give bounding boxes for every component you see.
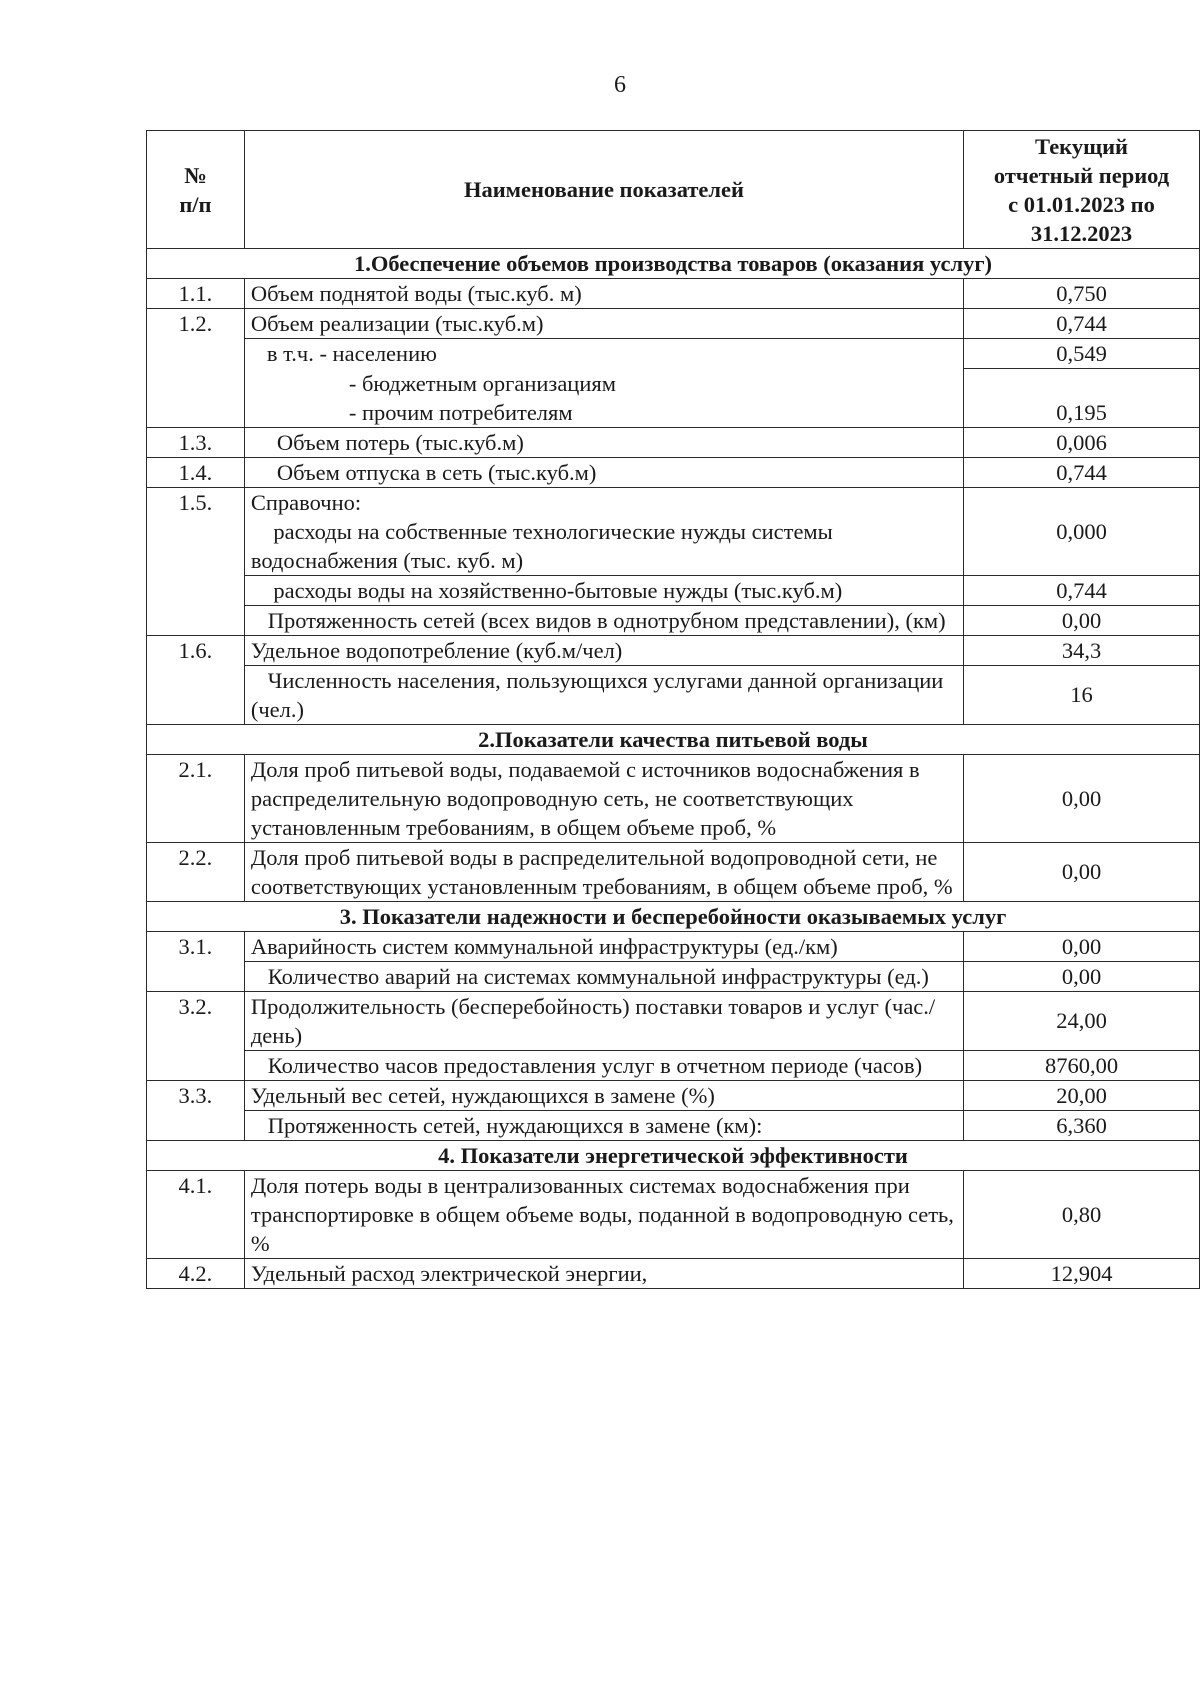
section-title: 1.Обеспечение объемов производства товаров (оказания услуг): [147, 249, 1200, 279]
table-row: [147, 605, 1200, 635]
row-value: 0,00: [964, 931, 1200, 961]
table-row: [147, 961, 1200, 991]
row-value: 0,00: [964, 961, 1200, 991]
row-value: 0,00: [964, 842, 1200, 901]
table-row: [147, 369, 1200, 398]
row-name: - бюджетным организациям: [244, 369, 963, 398]
row-name: Удельный вес сетей, нуждающихся в замене (%): [244, 1080, 963, 1110]
table-row: [147, 842, 1200, 901]
row-value: 0,00: [964, 754, 1200, 842]
row-name: Объем потерь (тыс.куб.м): [244, 427, 963, 457]
row-name: Протяженность сетей (всех видов в однотрубном представлении), (км): [244, 605, 963, 635]
table-row: [147, 1258, 1200, 1288]
row-num: 1.6.: [147, 635, 245, 724]
header-value: Текущий отчетный период с 01.01.2023 по 31.12.2023: [964, 131, 1200, 249]
row-value: 0,750: [964, 279, 1200, 309]
row-name: Протяженность сетей, нуждающихся в замене (км):: [244, 1110, 963, 1140]
row-num: 3.2.: [147, 991, 245, 1080]
row-name: Доля проб питьевой воды в распределительной водопроводной сети, не соответствующих установленным требованиям, в общем объеме проб, %: [244, 842, 963, 901]
table-header-row: [147, 131, 1200, 249]
table-row: [147, 931, 1200, 961]
table-row: [147, 309, 1200, 339]
row-value: [964, 369, 1200, 398]
row-num: 2.2.: [147, 842, 245, 901]
row-value: 20,00: [964, 1080, 1200, 1110]
row-name: - прочим потребителям: [244, 398, 963, 428]
row-value: 16: [964, 665, 1200, 724]
section-title: 3. Показатели надежности и бесперебойности оказываемых услуг: [147, 901, 1200, 931]
row-name: в т.ч. - населению: [244, 339, 963, 369]
table-row: [147, 398, 1200, 428]
row-name: расходы воды на хозяйственно-бытовые нужды (тыс.куб.м): [244, 575, 963, 605]
row-num: 3.1.: [147, 931, 245, 991]
table-row: [147, 1050, 1200, 1080]
row-num: 4.2.: [147, 1258, 245, 1288]
row-num: 1.5.: [147, 487, 245, 635]
table-row: [147, 339, 1200, 369]
table-row: [147, 457, 1200, 487]
row-name: Удельный расход электрической энергии,: [244, 1258, 963, 1288]
row-value: 0,00: [964, 605, 1200, 635]
row-num: 1.3.: [147, 427, 245, 457]
row-name: Количество часов предоставления услуг в отчетном периоде (часов): [244, 1050, 963, 1080]
row-value: 12,904: [964, 1258, 1200, 1288]
row-name: Продолжительность (бесперебойность) поставки товаров и услуг (час./день): [244, 991, 963, 1050]
row-name: Объем поднятой воды (тыс.куб. м): [244, 279, 963, 309]
indicators-table: [146, 130, 1200, 1289]
table-row: [147, 575, 1200, 605]
table-row: [147, 635, 1200, 665]
section-title: 2.Показатели качества питьевой воды: [147, 724, 1200, 754]
row-name: Доля потерь воды в централизованных системах водоснабжения при транспортировке в общем объеме воды, поданной в водопроводную сеть, %: [244, 1170, 963, 1258]
row-num: 2.1.: [147, 754, 245, 842]
row-name: Численность населения, пользующихся услугами данной организации (чел.): [244, 665, 963, 724]
row-value: 0,195: [964, 398, 1200, 428]
table-row: [147, 427, 1200, 457]
header-num: № п/п: [147, 131, 245, 249]
row-name: Объем отпуска в сеть (тыс.куб.м): [244, 457, 963, 487]
row-value: 0,744: [964, 457, 1200, 487]
section-title-row: [147, 249, 1200, 279]
row-value: 0,549: [964, 339, 1200, 369]
row-num: 1.2.: [147, 309, 245, 428]
table-row: [147, 991, 1200, 1050]
table-row: [147, 279, 1200, 309]
section-title-row: [147, 724, 1200, 754]
row-value: 0,80: [964, 1170, 1200, 1258]
row-value: 0,744: [964, 575, 1200, 605]
row-name: Количество аварий на системах коммунальной инфраструктуры (ед.): [244, 961, 963, 991]
row-name: Удельное водопотребление (куб.м/чел): [244, 635, 963, 665]
section-title-row: [147, 901, 1200, 931]
row-num: 1.4.: [147, 457, 245, 487]
table-row: [147, 665, 1200, 724]
row-name: Справочно: расходы на собственные технологические нужды системы водоснабжения (тыс. куб. м): [244, 487, 963, 575]
row-value: 24,00: [964, 991, 1200, 1050]
row-name: Доля проб питьевой воды, подаваемой с источников водоснабжения в распределительную водопроводную сеть, не соответствующих установленным требованиям, в общем объеме проб, %: [244, 754, 963, 842]
row-value: 0,000: [964, 487, 1200, 575]
row-value: 6,360: [964, 1110, 1200, 1140]
row-value: 0,744: [964, 309, 1200, 339]
row-num: 1.1.: [147, 279, 245, 309]
row-value: 34,3: [964, 635, 1200, 665]
table-row: [147, 754, 1200, 842]
table-row: [147, 1170, 1200, 1258]
row-name: Объем реализации (тыс.куб.м): [244, 309, 963, 339]
header-name: Наименование показателей: [244, 131, 963, 249]
table-row: [147, 1080, 1200, 1110]
row-num: 4.1.: [147, 1170, 245, 1258]
row-value: 0,006: [964, 427, 1200, 457]
section-title-row: [147, 1140, 1200, 1170]
table-row: [147, 487, 1200, 575]
section-title: 4. Показатели энергетической эффективности: [147, 1140, 1200, 1170]
row-value: 8760,00: [964, 1050, 1200, 1080]
table-row: [147, 1110, 1200, 1140]
row-num: 3.3.: [147, 1080, 245, 1140]
page-number: 6: [614, 72, 626, 98]
row-name: Аварийность систем коммунальной инфраструктуры (ед./км): [244, 931, 963, 961]
